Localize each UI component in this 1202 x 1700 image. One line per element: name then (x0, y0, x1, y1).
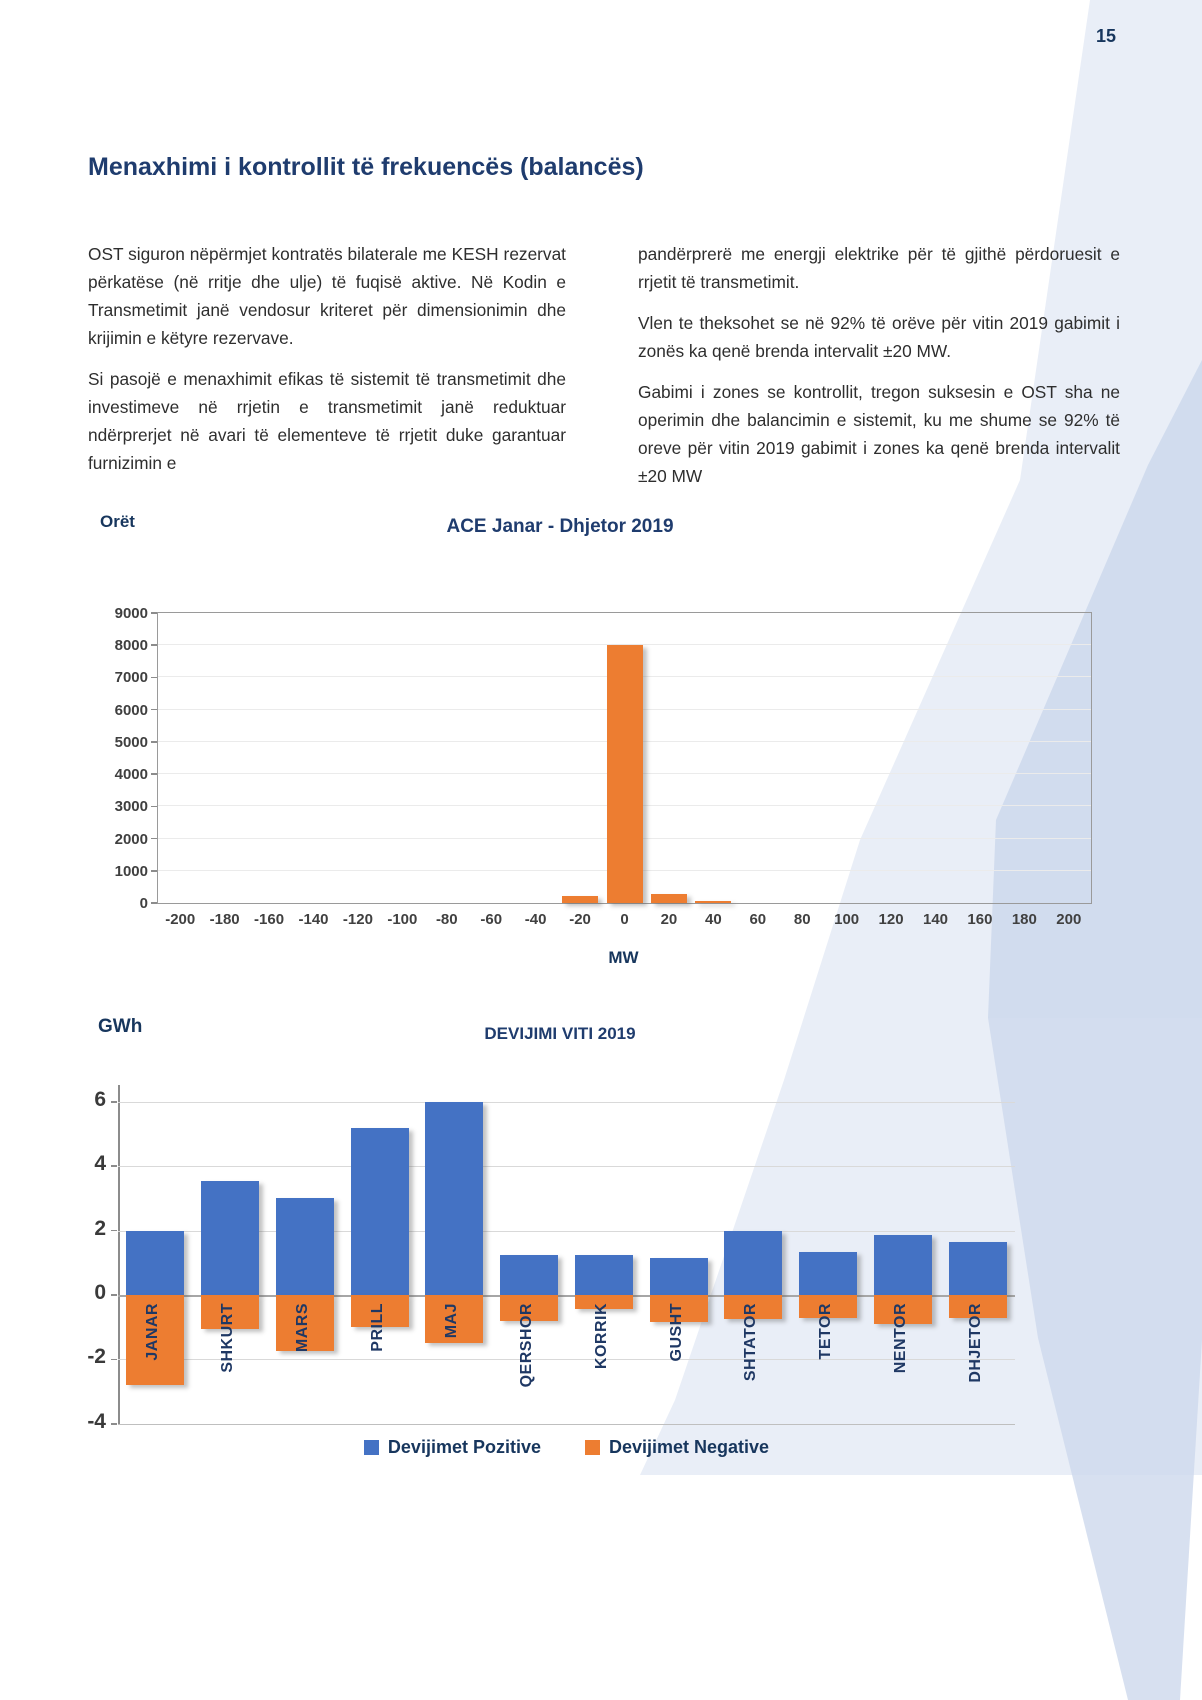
x-axis-tick-label: 180 (1011, 911, 1037, 928)
x-axis-tick-label: 40 (705, 911, 722, 928)
positive-bar (201, 1181, 259, 1295)
paragraph: Vlen te theksohet se në 92% të orëve për vitin 2019 gabimit i zonës ka qenë brenda intervalit ±20 MW. (638, 313, 1120, 361)
y-axis-tick-label: -2 (87, 1345, 106, 1369)
chart1-plot-area (114, 605, 1092, 928)
positive-bar (276, 1198, 334, 1295)
axis-tick (151, 612, 157, 614)
x-axis-tick-label: -140 (298, 911, 329, 928)
month-label: JANAR (144, 1303, 162, 1361)
y-axis-tick-label: 7000 (114, 669, 148, 687)
y-axis-tick-label: 8000 (114, 637, 148, 655)
axis-tick (111, 1423, 117, 1425)
axis-tick (151, 709, 157, 711)
x-axis-tick-label: -180 (209, 911, 240, 928)
y-axis-tick-label: -4 (87, 1409, 106, 1433)
axis-tick (111, 1165, 117, 1167)
x-axis-tick-label: -160 (254, 911, 285, 928)
chart1-title: ACE Janar - Dhjetor 2019 (446, 516, 674, 537)
paragraph: Si pasojë e menaxhimit efikas të sistemit të transmetimit dhe investimeve në rrjetin e transmetimit janë reduktuar ndërprerjet në avari të elementeve të rrjetit duke garantuar furnizimin e (88, 369, 566, 473)
month-label: NENTOR (891, 1303, 909, 1374)
histogram-bar (651, 894, 687, 903)
x-axis-tick-label: -100 (387, 911, 418, 928)
positive-bar (351, 1128, 409, 1295)
y-axis-tick-label: 1000 (114, 862, 148, 880)
positive-bar (799, 1252, 857, 1295)
y-axis-tick-label: 4000 (114, 766, 148, 784)
axis-tick (151, 773, 157, 775)
positive-bar (500, 1255, 558, 1295)
axis-tick (151, 644, 157, 646)
axis-tick (111, 1101, 117, 1103)
chart2-y-axis-title: GWh (98, 1016, 143, 1037)
x-axis-tick-label: 120 (878, 911, 904, 928)
x-axis-tick-label: -200 (165, 911, 196, 928)
x-axis-tick-label: -60 (480, 911, 503, 928)
x-axis-tick-label: 100 (834, 911, 860, 928)
month-label: MARS (293, 1303, 311, 1353)
x-axis-tick-label: -20 (569, 911, 591, 928)
legend-swatch-orange (585, 1440, 600, 1455)
month-label: QERSHOR (518, 1303, 536, 1388)
x-axis-tick-label: 160 (967, 911, 993, 928)
paragraph: pandërprerë me energji elektrike për të gjithë përdoruesit e rrjetit të transmetimit. (638, 244, 1120, 292)
chart2-plot-area (87, 1085, 1015, 1433)
x-axis-tick-label: 140 (922, 911, 949, 928)
chart1-x-axis-title: MW (608, 948, 639, 967)
axis-tick (111, 1294, 117, 1296)
paragraph: Gabimi i zones se kontrollit, tregon suksesin e OST sha ne operimin dhe balancimin e sistemit, ku me shume se 92% të oreve për vitin 2019 gabimit i zones ka qenë brenda intervalit ±20 MW (638, 382, 1120, 486)
legend-item-negative (585, 1437, 769, 1458)
y-axis-tick-label: 5000 (114, 733, 148, 751)
axis-tick (151, 870, 157, 872)
axis-tick (151, 741, 157, 743)
y-axis-tick-label: 6000 (114, 701, 148, 719)
month-label: PRILL (368, 1303, 386, 1352)
month-label: MAJ (443, 1303, 461, 1339)
legend-label: Devijimet Pozitive (387, 1437, 541, 1457)
gridline (118, 1166, 1015, 1167)
month-label: SHKURT (219, 1303, 237, 1373)
gridline (118, 1424, 1015, 1426)
page-number: 15 (1096, 26, 1117, 46)
page-title: Menaxhimi i kontrollit të frekuencës (balancës) (88, 152, 644, 181)
axis-tick (151, 806, 157, 808)
positive-bar (126, 1231, 184, 1295)
histogram-bar (607, 645, 643, 903)
y-axis-tick-label: 6 (94, 1087, 106, 1111)
gridline (118, 1359, 1015, 1360)
legend-label: Devijimet Negative (608, 1437, 770, 1457)
positive-bar (425, 1102, 483, 1295)
x-axis-tick-label: 0 (620, 911, 629, 928)
text-column-right (638, 240, 1120, 503)
x-axis-tick-label: 20 (660, 911, 678, 928)
axis-tick (111, 1230, 117, 1232)
axis-tick (111, 1359, 117, 1361)
x-axis-tick-label: -120 (342, 911, 373, 928)
month-label: SHTATOR (742, 1303, 760, 1382)
positive-bar (575, 1255, 633, 1295)
x-axis-tick-label: 80 (793, 911, 811, 928)
x-axis-tick-label: -40 (524, 911, 547, 928)
text-column-left (88, 240, 566, 490)
positive-bar (949, 1242, 1007, 1295)
legend-item-positive (364, 1437, 541, 1458)
axis-tick (151, 838, 157, 840)
chart2-title: DEVIJIMI VITI 2019 (484, 1024, 636, 1043)
month-label: DHJETOR (966, 1303, 984, 1383)
y-axis-line (118, 1085, 120, 1425)
month-label: KORRIK (592, 1303, 610, 1370)
x-axis-tick-label: 200 (1056, 911, 1082, 928)
y-axis-tick-label: 4 (94, 1152, 106, 1176)
month-label: GUSHT (667, 1303, 685, 1362)
chart2-legend (118, 1437, 1015, 1458)
y-axis-tick-label: 3000 (114, 798, 148, 816)
positive-bar (650, 1258, 708, 1295)
x-axis-tick-label: 60 (749, 911, 767, 928)
month-label: TETOR (817, 1303, 835, 1360)
paragraph: OST siguron nëpërmjet kontratës bilaterale me KESH rezervat përkatëse (në rritje dhe ulje) të fuqisë aktive. Në Kodin e Transmetimit janë vendosur kriteret për dimensionimin dhe krijimin e këtyre rezervave. (88, 244, 566, 348)
gridline (118, 1102, 1015, 1103)
axis-tick (151, 902, 157, 904)
positive-bar (724, 1231, 782, 1295)
histogram-bar (695, 901, 731, 903)
y-axis-tick-label: 2000 (114, 830, 148, 848)
y-axis-tick-label: 0 (139, 895, 148, 912)
y-axis-tick-label: 0 (94, 1281, 106, 1304)
chart1-y-axis-title: Orët (100, 512, 135, 531)
axis-tick (151, 677, 157, 679)
y-axis-tick-label: 2 (94, 1216, 106, 1240)
x-axis-tick-label: -80 (435, 911, 458, 928)
positive-bar (874, 1235, 932, 1295)
y-axis-tick-label: 9000 (114, 605, 148, 622)
histogram-bar (562, 896, 598, 903)
legend-swatch-blue (364, 1440, 379, 1455)
